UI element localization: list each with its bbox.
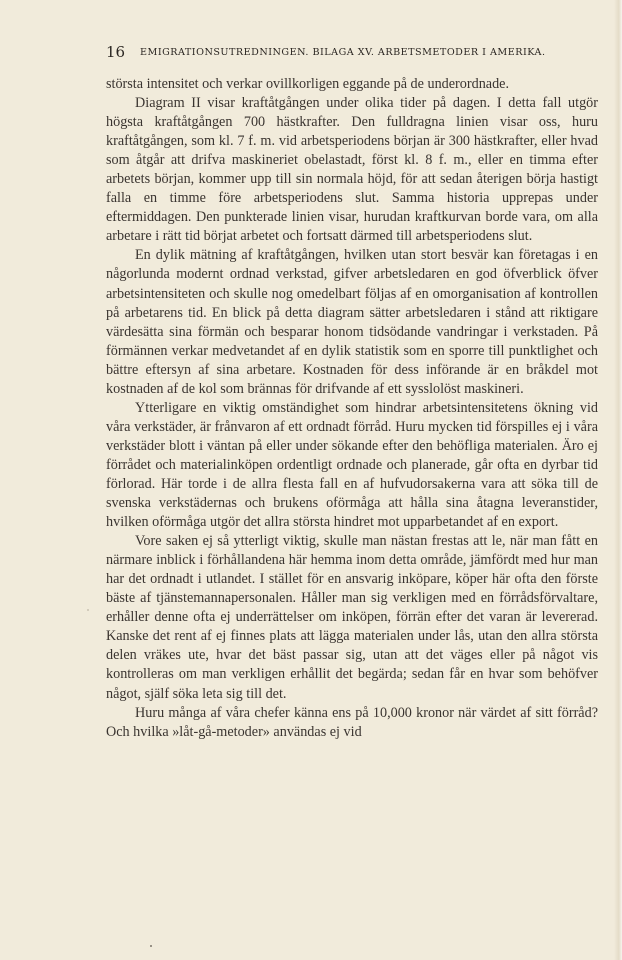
paragraph: Huru många af våra chefer känna ens på 10,000 kronor när värdet af sitt förråd? Och hvilka »låt-gå-metoder» användas ej vid bbox=[106, 704, 598, 740]
paragraph: Diagram II visar kraftåtgången under olika tider på dagen. I detta fall utgör högsta kraftåtgången 700 hästkrafter. Den fulldragna linien visar oss, huru kraftåtgången, som kl. 7 f. m. vid arbetsperiodens början är 300 hästkrafter, eller hvad som åtgår att drifva maskineriet obelastadt, först kl. 8 f. m., eller en timma efter arbetets början, kommer upp till sin normala höjd, för att sedan återigen börja hastigt falla en timme före arbetsperiodens slut. Samma historia upprepas under eftermiddagen. Den punkterade linien visar, hurudan kraftkurvan borde vara, om alla arbetare i rätt tid börjat arbetet och fortsatt därmed till arbetsperiodens slut. bbox=[106, 95, 598, 245]
paragraph: Ytterligare en viktig omständighet som hindrar arbetsintensitetens ökning vid våra verkstäder, är frånvaron af ett ordnadt förråd. Huru mycken tid förspilles ej i våra verkstäder blott i väntan på eller under sökande efter den behöfliga materialen. Äro ej förrådet och materialinköpen ordentligt ordnade och planerade, går ofta en dyrbar tid förlorad. Här torde i de allra flesta fall en af hufvudorsakerna vara att söka till de svenska verkstädernas och brukens oförmåga att hålla sina åtagna leveranstider, hvilken oförmåga utgör det allra största hindret mot upparbetandet af en export. bbox=[106, 399, 598, 531]
speck bbox=[150, 945, 152, 947]
speck bbox=[87, 609, 88, 610]
page-number: 16 bbox=[106, 43, 126, 61]
header-title: EMIGRATIONSUTREDNINGEN. BILAGA XV. ARBETSMETODER I AMERIKA. bbox=[140, 47, 546, 58]
running-head bbox=[106, 42, 604, 62]
body-text bbox=[106, 75, 598, 742]
paragraph: Vore saken ej så ytterligt viktig, skulle man nästan frestas att le, när man fått en närmare inblick i förhållandena här hemma inom detta område, jämfördt med hur man har det ordnadt i utlandet. I stället för en ansvarig inköpare, köper här ofta den förste bäste af tjänstemannapersonalen. Håller man sig verkligen med en förrådsförvaltare, erhåller denne ofta ej underrättelser om inköpen, förrän efter det varan är levererad. Kanske det rent af ej finnes plats att lägga materialen under lås, utan den allra största delen vräkes ute, hvar det bäst passar sig, utan att det väges eller på något vis kontrolleras om man verkligen erhållit det begärda; sedan får en hvar som behöfver något, själf söka leta sig till det. bbox=[106, 533, 598, 702]
paragraph: En dylik mätning af kraftåtgången, hvilken utan stort besvär kan företagas i en någorlunda modernt ordnad verkstad, gifver arbetsledaren en god öfverblick öfver arbetsintensiteten och skulle nog omedelbart följas af en omorganisation af kontrollen på arbetarens tid. En blick på detta diagram sätter arbetsledaren i stånd att riktigare värdesätta sina förmän och besparar honom tidsödande vandringar i verkstaden. På förmännen verkar medvetandet af en dylik statistik som en sporre till punktlighet och bättre eftersyn af sina arbetare. Kostnaden för dess införande är en bråkdel mot kostnaden af de kol som brännas för drifvande af ett sysslolöst maskineri. bbox=[106, 247, 598, 397]
page-edge bbox=[614, 0, 622, 960]
paragraph: största intensitet och verkar ovillkorligen eggande på de underordnade. bbox=[106, 76, 510, 92]
